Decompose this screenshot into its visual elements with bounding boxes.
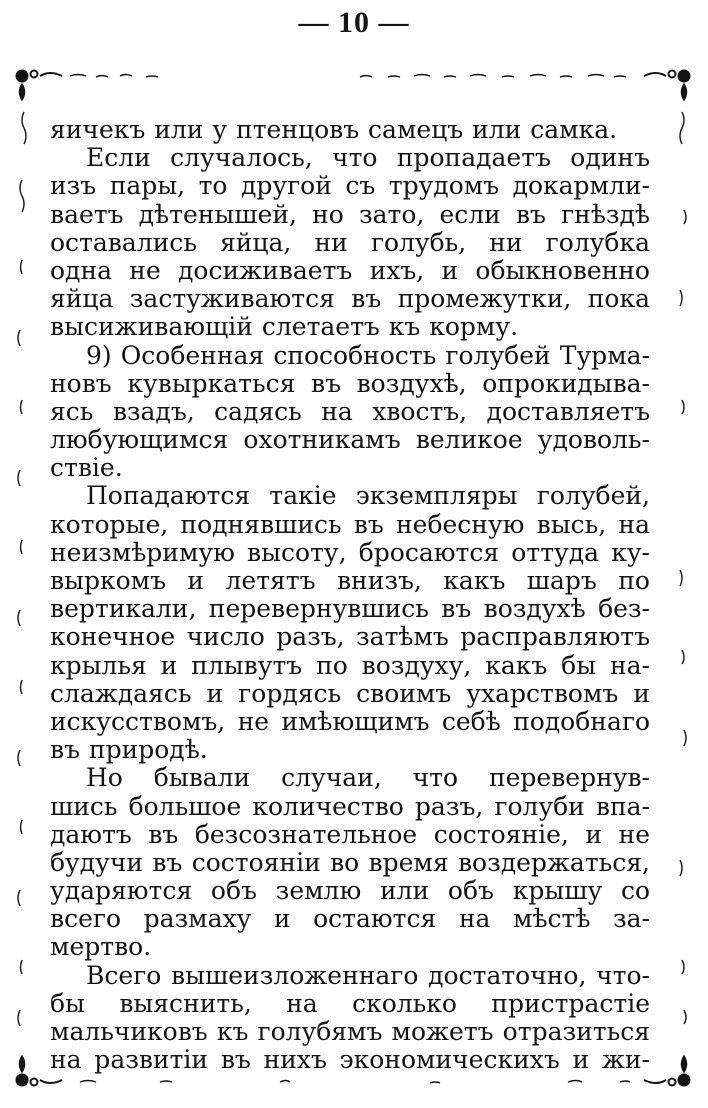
text-line: мертво.	[50, 932, 152, 962]
text-line: слаждаясь и гордясь своимъ ухарствомъ и	[50, 678, 650, 708]
text-line: оставались яйца, ни голубь, ни голубка	[50, 227, 650, 257]
page-number: — 10 —	[298, 6, 410, 39]
corner-ornament-top-right	[644, 70, 690, 100]
text-line: 9) Особенная способность голубей Турма-	[86, 340, 650, 370]
text-line: бы выяснить, на сколько пристрастіе	[50, 988, 650, 1018]
text-line: любующимся охотникамъ великое удоволь-	[50, 425, 650, 455]
text-line: шись большое количество разъ, голуби впа-	[50, 791, 650, 821]
text-line: будучи въ состояніи во время воздержаться,	[50, 847, 650, 877]
corner-ornament-bottom-right	[644, 1056, 690, 1086]
corner-ornament-top-left	[16, 70, 62, 100]
text-line: крылья и плывутъ по воздуху, какъ бы на-	[50, 650, 650, 680]
text-line: новъ кувыркаться въ воздухѣ, опрокидыва-	[50, 368, 650, 398]
text-line: яйца застуживаются въ промежутки, пока	[50, 284, 650, 314]
text-line: Но бывали случаи, что перевернув-	[86, 763, 650, 793]
text-line: въ природѣ.	[50, 735, 208, 765]
text-line: вертикали, перевернувшись въ воздухѣ без-	[50, 594, 650, 624]
text-line: которые, поднявшись въ небесную высь, на	[50, 509, 650, 539]
body-text	[50, 116, 650, 1074]
text-line: ствіе.	[50, 453, 123, 483]
text-line: Если случалось, что пропадаетъ одинъ	[86, 143, 650, 173]
text-line: ясь взадъ, садясь на хвостъ, доставляетъ	[50, 396, 650, 426]
text-line: изъ пары, то другой съ трудомъ докармли-	[50, 171, 650, 201]
text-line: на развитіи въ нихъ экономическихъ и жи-	[50, 1045, 650, 1075]
text-line: одна не досиживаетъ ихъ, и обыкновенно	[50, 255, 650, 285]
text-line: искусствомъ, не имѣющимъ себѣ подобнаго	[50, 706, 650, 736]
text-line: Всего вышеизложеннаго достаточно, что-	[86, 960, 650, 990]
text-line: даютъ въ безсознательное состояніе, и не	[50, 819, 650, 849]
text-line: выркомъ и летятъ внизъ, какъ шаръ по	[50, 566, 650, 595]
text-line: высиживающій слетаетъ къ корму.	[50, 312, 519, 342]
text-line: всего размаху и остаются на мѣстѣ за-	[50, 904, 650, 934]
text-line: ваетъ дѣтенышей, но зато, если въ гнѣздѣ	[50, 199, 650, 229]
text-line: конечное число разъ, затѣмъ расправляютъ	[50, 622, 650, 652]
text-line: ударяются объ землю или объ крышу со	[50, 876, 650, 906]
text-line: яичекъ или у птенцовъ самецъ или самка.	[50, 115, 618, 144]
text-line: мальчиковъ къ голубямъ можетъ отразиться	[50, 1017, 650, 1046]
text-line: неизмѣримую высоту, бросаются оттуда ку-	[50, 537, 650, 567]
text-line: Попадаются такіе экземпляры голубей,	[86, 481, 650, 511]
